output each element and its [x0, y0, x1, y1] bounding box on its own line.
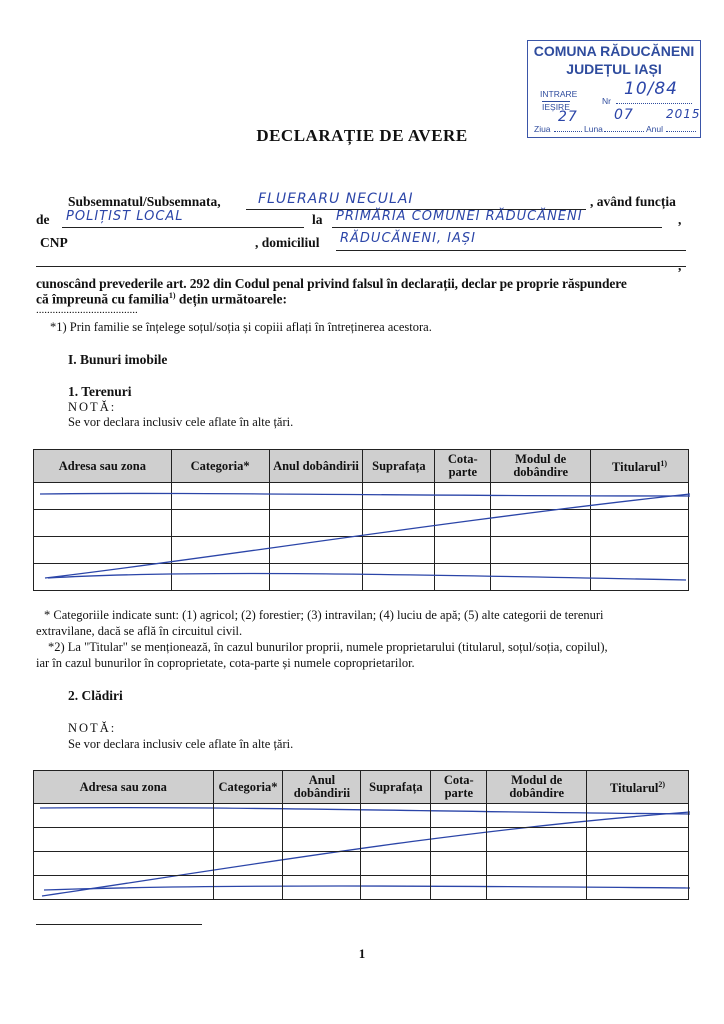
domiciliu-field[interactable]: RĂDUCĂNENI, IAȘI — [340, 231, 476, 246]
de-label: de — [36, 212, 50, 227]
note-categorii-2: extravilane, dacă se află în circuitul civil. — [36, 624, 243, 638]
stamp-anul-label: Anul — [646, 124, 664, 134]
stamp-iesire: IEȘIRE — [542, 102, 570, 112]
col-anul: Anul dobândirii — [283, 771, 361, 804]
footnote-separator — [36, 924, 202, 925]
stamp-nr-label: Nr — [602, 96, 611, 106]
nota-2-text: Se vor declara inclusiv cele aflate în alte țări. — [68, 737, 294, 751]
la-label: la — [312, 212, 323, 227]
col-modul: Modul de dobândire — [487, 771, 587, 804]
dots-line: ..................................... — [36, 304, 138, 316]
stamp-nr-value: 10/84 — [624, 79, 678, 99]
table-row — [34, 876, 689, 900]
col-suprafata: Suprafața — [361, 771, 431, 804]
comma-2: , — [678, 258, 682, 273]
declaration-line1: cunoscând prevederile art. 292 din Codul penal privind falsul în declarații, declar pe proprie răspundere — [36, 276, 627, 291]
col-titularul: Titularul$^{2)}$ — [587, 771, 689, 804]
note-categorii: * Categoriile indicate sunt: (1) agricol; (2) forestier; (3) intravilan; (4) luciu de apă; (5) alte categorii de terenuri — [44, 608, 604, 622]
col-adresa: Adresa sau zona — [34, 450, 172, 483]
col-cota: Cota-parte — [431, 771, 487, 804]
stamp-intrare: INTRARE — [540, 89, 578, 99]
nota-1: NOTĂ: — [68, 400, 117, 414]
stamp-line1: COMUNA RĂDUCĂNENI — [533, 43, 695, 59]
functia-field[interactable]: POLIȚIST LOCAL — [66, 209, 184, 224]
col-cota: Cota-parte — [435, 450, 491, 483]
page-number: 1 — [358, 946, 366, 961]
stamp-luna-value: 07 — [614, 107, 634, 123]
footnote-familie: *1) Prin familie se înțelege soțul/soția și copiii aflați în întreținerea acestora. — [50, 320, 432, 334]
nota-1-text: Se vor declara inclusiv cele aflate în alte țări. — [68, 415, 294, 429]
name-field[interactable]: FLUERARU NECULAI — [258, 191, 414, 207]
table-row — [34, 804, 689, 828]
domiciliul-label: , domiciliul — [255, 235, 320, 250]
subsection-cladiri: 2. Clădiri — [68, 688, 123, 703]
subsemnatul-label: Subsemnatul/Subsemnata, — [68, 194, 221, 209]
document-title: DECLARAȚIE DE AVERE — [256, 126, 468, 145]
cladiri-table — [33, 770, 689, 900]
comma-1: , — [678, 212, 682, 227]
declaration-line2: că împreună cu familia$^{1)}$ dețin următoarele: — [36, 291, 288, 307]
col-modul: Modul de dobândire — [491, 450, 591, 483]
cnp-label: CNP — [40, 235, 68, 250]
nota-2: NOTĂ: — [68, 721, 117, 735]
col-categoria: Categoria* — [213, 771, 283, 804]
stamp-anul-value: 2015 — [666, 107, 701, 121]
col-anul: Anul dobândirii — [269, 450, 363, 483]
table-row — [34, 852, 689, 876]
subsection-terenuri: 1. Terenuri — [68, 384, 132, 399]
note-titular: *2) La "Titular" se menționează, în cazul bunurilor proprii, numele proprietarului (titularul, soțul/soția, copilul), — [48, 640, 608, 654]
col-titularul: Titularul$^{1)}$ — [591, 450, 689, 483]
col-suprafata: Suprafața — [363, 450, 435, 483]
col-categoria: Categoria* — [171, 450, 269, 483]
section-bunuri-imobile: I. Bunuri imobile — [68, 352, 168, 367]
avand-functia-label: , având funcția — [590, 194, 676, 209]
table-row — [34, 828, 689, 852]
col-adresa: Adresa sau zona — [34, 771, 214, 804]
stamp-ziua-label: Ziua — [534, 124, 551, 134]
stamp-luna-label: Luna — [584, 124, 603, 134]
stamp-ziua-value: 27 — [558, 109, 578, 125]
institutie-field[interactable]: PRIMĂRIA COMUNEI RĂDUCĂNENI — [336, 209, 583, 224]
note-titular-2: iar în cazul bunurilor în coproprietate, cota-parte și numele coproprietarilor. — [36, 656, 415, 670]
stamp-line2: JUDEȚUL IAȘI — [566, 61, 662, 77]
